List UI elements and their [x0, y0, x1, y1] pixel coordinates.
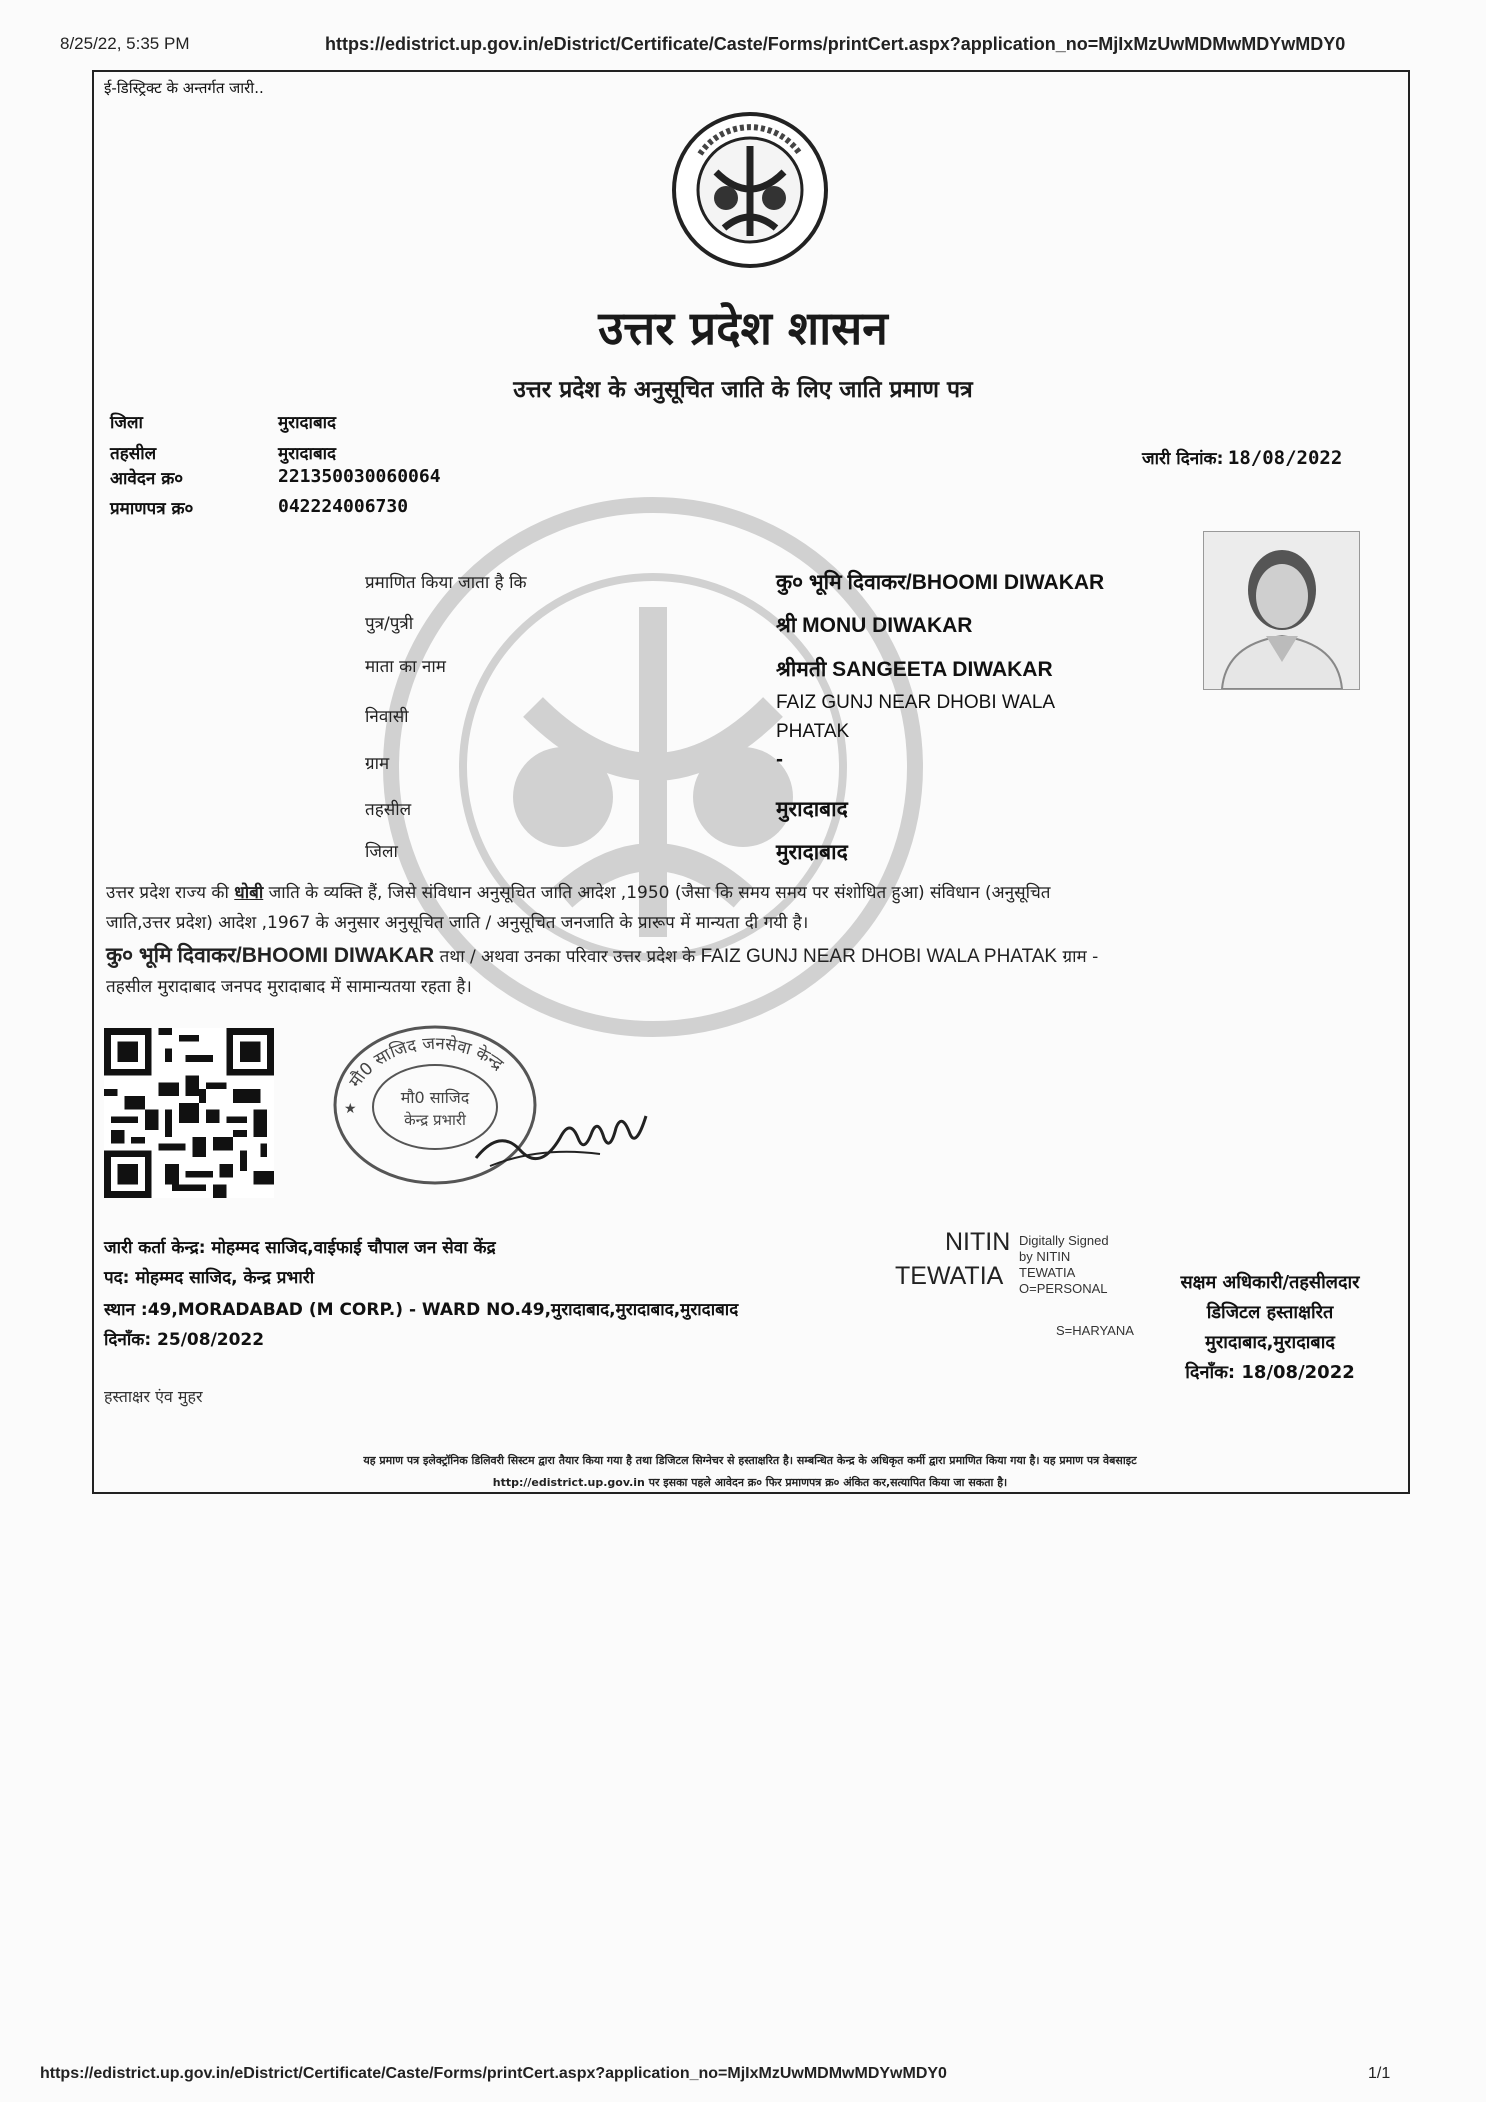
seal-inner-text-2: केन्द्र प्रभारी	[404, 1111, 466, 1129]
print-footer-url: https://edistrict.up.gov.in/eDistrict/Certificate/Caste/Forms/printCert.aspx?application_no=MjIxMzUwMDMwMDYwMDY0	[40, 2065, 947, 2082]
residence-address: FAIZ GUNJ NEAR DHOBI WALA PHATAK	[700, 946, 1058, 967]
certificate-footer-line-1: यह प्रमाण पत्र इलेक्ट्रॉनिक डिलिवरी सिस्टम द्वारा तैयार किया गया है तथा डिजिटल सिग्नेचर से हस्ताक्षरित है। सम्बन्धित केन्द्र के अधिकृत कर्मी द्वारा प्रमाणित किया गया है। यह प्रमाण पत्र वेबसाइट	[363, 1454, 1137, 1467]
field-value-father: श्री MONU DIWAKAR	[776, 614, 973, 637]
issuer-post: पद: मोहम्मद साजिद, केन्द्र प्रभारी	[104, 1268, 315, 1288]
digital-sig-line-4: O=PERSONAL	[1019, 1281, 1108, 1296]
issue-date-label: जारी दिनांक:	[1142, 449, 1224, 469]
caste-statement	[106, 878, 1396, 938]
meta-label-certificate-no: प्रमाणपत्र क्र०	[110, 499, 194, 519]
up-emblem-icon	[670, 110, 830, 270]
caste-statement-prefix: उत्तर प्रदेश राज्य की	[106, 883, 229, 903]
issue-date-value: 18/08/2022	[1227, 447, 1343, 469]
meta-label-application-no: आवेदन क्र०	[110, 469, 184, 489]
seal-star-icon: ★	[344, 1100, 357, 1116]
meta-value-tehsil: मुरादाबाद	[278, 444, 337, 464]
certificate-subtitle: उत्तर प्रदेश के अनुसूचित जाति के लिए जाति प्रमाण पत्र	[513, 377, 973, 403]
digital-signer-name-1: NITIN	[945, 1228, 1011, 1256]
residence-mid: तथा / अथवा उनका परिवार उत्तर प्रदेश के	[439, 947, 696, 967]
field-value-tehsil: मुरादाबाद	[776, 798, 848, 821]
authority-location: मुरादाबाद,मुरादाबाद	[1205, 1332, 1335, 1353]
qr-code-icon	[104, 1028, 274, 1198]
field-label-district: जिला	[365, 842, 398, 862]
field-label-certified: प्रमाणित किया जाता है कि	[365, 573, 527, 593]
digital-sig-line-2: by NITIN	[1019, 1249, 1071, 1264]
digital-sig-state: S=HARYANA	[1056, 1323, 1134, 1338]
print-page-count: 1/1	[1368, 2065, 1391, 2082]
seal-inner-text-1: मौ0 साजिद	[400, 1088, 470, 1107]
meta-value-application-no: 221350030060064	[278, 466, 441, 487]
issue-date	[1142, 446, 1342, 469]
field-value-village: -	[776, 748, 783, 771]
print-url: https://edistrict.up.gov.in/eDistrict/Certificate/Caste/Forms/printCert.aspx?application_no=MjIxMzUwMDMwMDYwMDY0	[325, 34, 1346, 54]
meta-value-certificate-no: 042224006730	[278, 496, 409, 517]
authority-digital-signed: डिजिटल हस्ताक्षरित	[1206, 1302, 1334, 1323]
field-label-resident: निवासी	[365, 707, 409, 727]
authority-date: दिनाँक: 18/08/2022	[1185, 1362, 1355, 1383]
digital-sig-details	[1019, 1233, 1109, 1297]
handwritten-signature	[470, 1098, 650, 1178]
applicant-photo	[1203, 531, 1360, 690]
digital-sig-line-3: TEWATIA	[1019, 1265, 1076, 1280]
print-datetime: 8/25/22, 5:35 PM	[60, 34, 190, 53]
field-value-mother: श्रीमती SANGEETA DIWAKAR	[776, 658, 1053, 681]
issuer-center: जारी कर्ता केन्द्र: मोहम्मद साजिद,वाईफाई चौपाल जन सेवा केंद्र	[104, 1238, 496, 1258]
field-label-village: ग्राम	[365, 754, 390, 774]
residence-statement	[106, 941, 1406, 1002]
residence-end: ग्राम -	[1062, 947, 1099, 967]
field-label-tehsil: तहसील	[365, 800, 412, 820]
svg-text:मौ0 साजिद जनसेवा केन्द्र	[345, 1034, 508, 1092]
field-value-address: FAIZ GUNJ NEAR DHOBI WALA	[776, 692, 1056, 713]
meta-label-district: जिला	[110, 413, 143, 433]
certificate-footer-line-2: http://edistrict.up.gov.in पर इसका पहले आवेदन क्र० फिर प्रमाणपत्र क्र० अंकित कर,सत्यापित किया जा सकता है।	[492, 1476, 1008, 1489]
sign-and-seal-label: हस्ताक्षर एंव मुहर	[104, 1387, 203, 1406]
residence-name: कु० भूमि दिवाकर/BHOOMI DIWAKAR	[106, 944, 435, 967]
seal-outer-text: मौ0 साजिद जनसेवा केन्द्र	[345, 1033, 508, 1092]
issued-under-text: ई-डिस्ट्रिक्ट के अन्तर्गत जारी..	[104, 79, 264, 97]
authority-designation: सक्षम अधिकारी/तहसीलदार	[1180, 1272, 1360, 1293]
caste-statement-suffix: जाति के व्यक्ति हैं, जिसे संविधान अनुसूचित जाति आदेश ,1950 (जैसा कि समय समय पर संशोधित हुआ) संविधान (अनुसूचित	[268, 883, 1051, 903]
field-value-name: कु० भूमि दिवाकर/BHOOMI DIWAKAR	[776, 571, 1105, 594]
field-label-child-of: पुत्र/पुत्री	[365, 614, 414, 634]
caste-name: धोबी	[234, 883, 264, 903]
meta-value-district: मुरादाबाद	[278, 413, 337, 433]
issuer-place: स्थान :49,MORADABAD (M CORP.) - WARD NO.49,मुरादाबाद,मुरादाबाद,मुरादाबाद	[104, 1300, 739, 1320]
certificate-title: उत्तर प्रदेश शासन	[598, 301, 888, 355]
caste-statement-line-1	[106, 878, 1396, 908]
field-label-mother: माता का नाम	[365, 657, 446, 677]
digital-sig-line-1: Digitally Signed	[1019, 1233, 1109, 1248]
issuer-date: दिनाँक: 25/08/2022	[104, 1330, 265, 1350]
caste-statement-line-2: जाति,उत्तर प्रदेश) आदेश ,1967 के अनुसार अनुसूचित जाति / अनुसूचित जनजाति के प्रारूप में मान्यता दी गयी है।	[106, 913, 809, 933]
digital-signer-name-2: TEWATIA	[895, 1262, 1004, 1290]
residence-line-2: तहसील मुरादाबाद जनपद मुरादाबाद में सामान्यतया रहता है।	[106, 977, 472, 997]
meta-label-tehsil: तहसील	[110, 444, 157, 464]
field-value-address-2: PHATAK	[776, 721, 850, 742]
applicant-portrait-icon	[1204, 532, 1359, 689]
field-value-district: मुरादाबाद	[776, 841, 848, 864]
